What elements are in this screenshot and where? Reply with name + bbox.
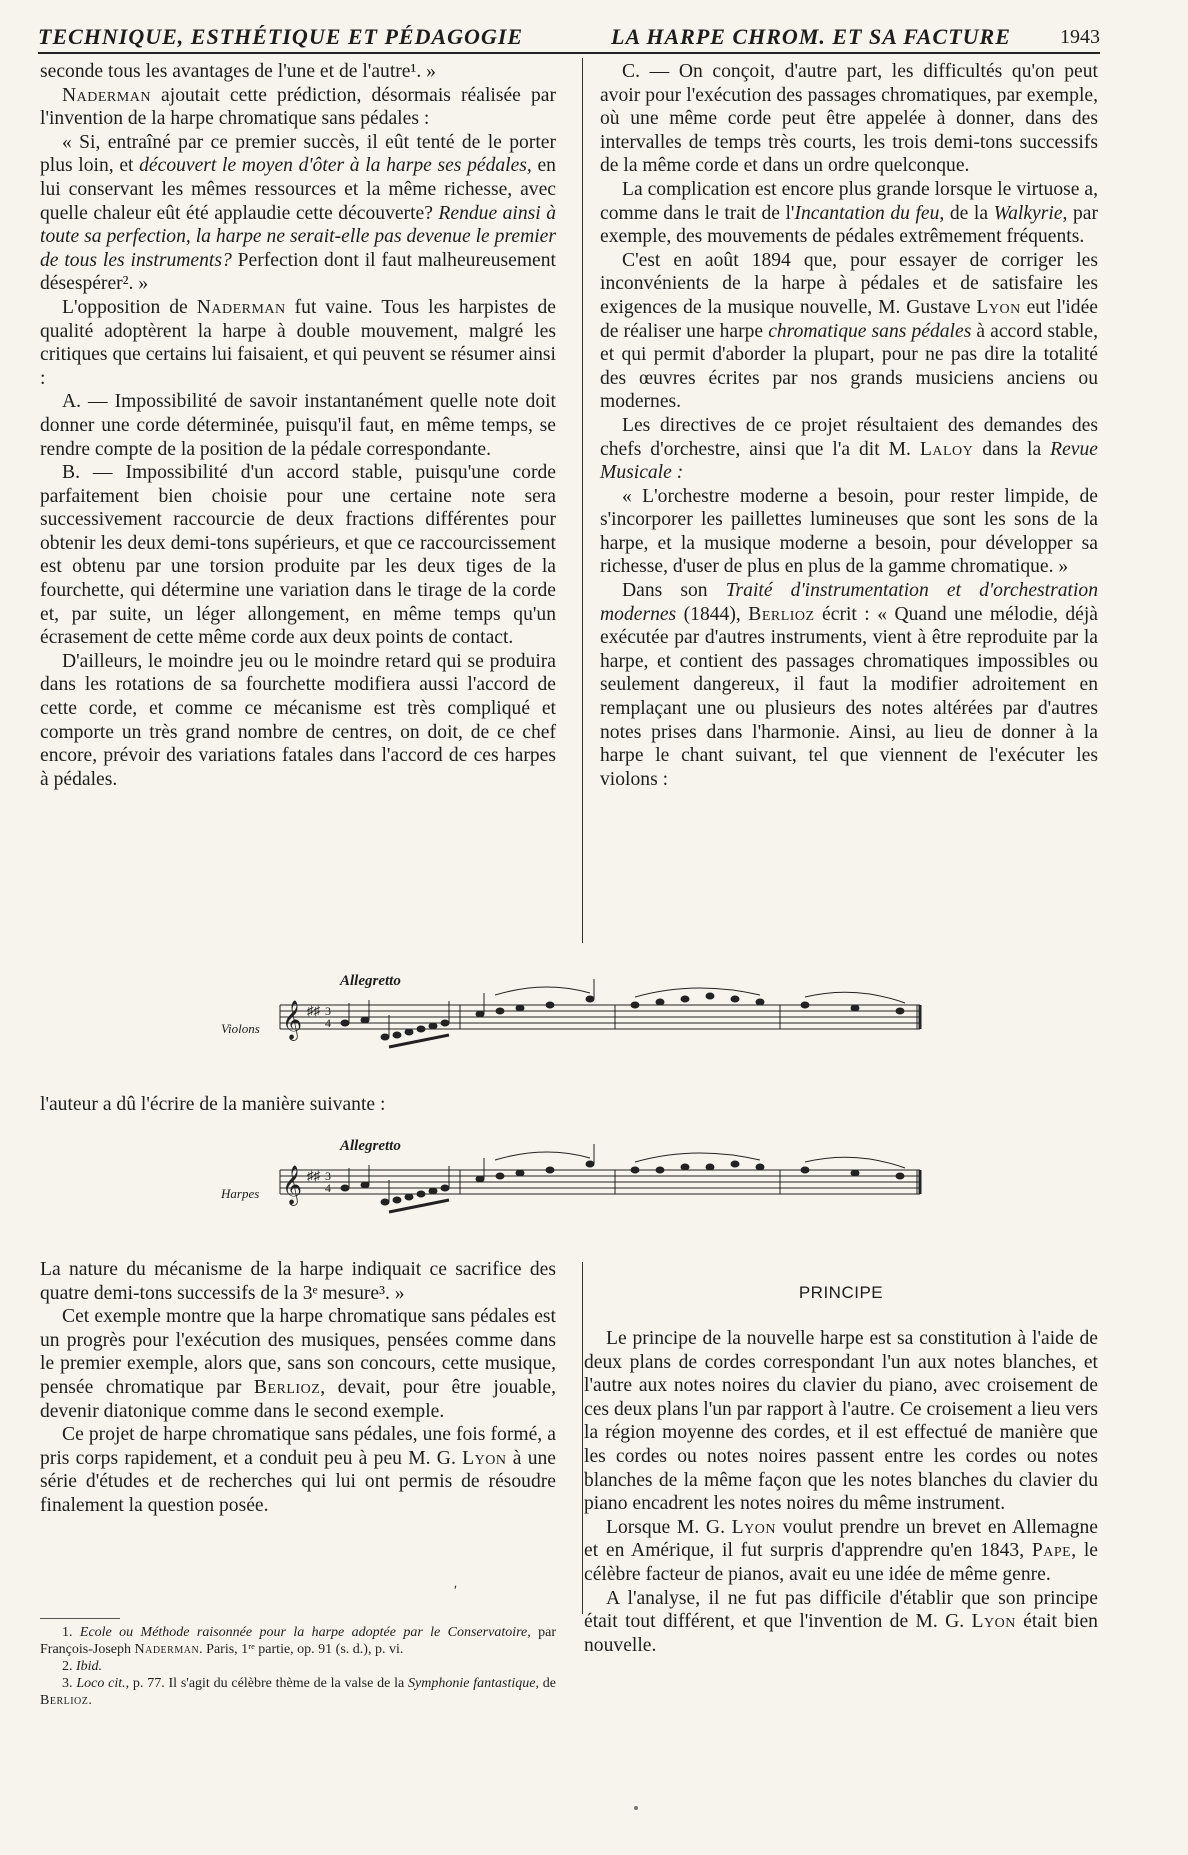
page-number: 1943 [1060, 26, 1100, 48]
paragraph: Lorsque M. G. Lyon voulut prendre un brevet en Allemagne et en Amérique, il fut surpris d'apprendre qu'en 1843, Pape, le célèbre facteur de pianos, avait eu une idée de même genre. [584, 1516, 1099, 1585]
paragraph: Naderman ajoutait cette prédiction, désormais réalisée par l'invention de la harpe chromatique sans pédales : [40, 84, 556, 130]
transition-text: l'auteur a dû l'écrire de la manière suivante : [40, 1094, 386, 1115]
instrument-label: Harpes [221, 1186, 260, 1201]
footnote-rule [40, 1618, 120, 1619]
svg-text:♯♯: ♯♯ [307, 1168, 320, 1183]
instrument-label: Violons [221, 1021, 260, 1036]
paragraph: A l'analyse, il ne fut pas difficile d'établir que son principe était tout différent, et que l'invention de M. G. Lyon était bien nouvelle. [584, 1587, 1098, 1656]
header-left-title: TECHNIQUE, ESTHÉTIQUE ET PÉDAGOGIE [38, 24, 524, 49]
right-column-top [600, 60, 1098, 791]
svg-text:4: 4 [325, 1181, 331, 1195]
left-column-top [40, 60, 556, 791]
svg-text:3: 3 [325, 1169, 331, 1183]
column-divider-bottom [582, 1262, 583, 1614]
paragraph: La complication est encore plus grande lorsque le virtuose a, comme dans le trait de l'Incantation du feu, de la Walkyrie, par exemple, des mouvements de pédales extrêmement fréquents. [600, 178, 1098, 248]
paragraph: C'est en août 1894 que, pour essayer de corriger les inconvénients de la harpe à pédales et de satisfaire les exigences de la musique nouvelle, M. Gustave Lyon eut l'idée de réaliser une harpe chromatique sans pédales à accord stable, et qui permit d'aborder la plupart, pour ne pas dire la totalité des œuvres écrites par nos grands musiciens anciens ou modernes. [600, 249, 1099, 413]
music-example-violins [215, 975, 935, 1050]
svg-text:3: 3 [325, 1004, 331, 1018]
paragraph: D'ailleurs, le moindre jeu ou le moindre retard qui se produira dans les rotations de sa fourchette modifiera aussi l'accord de cette corde, et comme ce mécanisme est très compliqué et comporte un très grand nombre de centres, on doit, de ce chef encore, prévoir des variations fatales dans l'accord de ces harpes à pédales. [40, 650, 556, 790]
stray-mark: ʹ [454, 1584, 458, 1599]
paragraph: Les directives de ce projet résultaient des demandes des chefs d'orchestre, ainsi que l'a dit M. Laloy dans la Revue Musicale : [600, 414, 1098, 484]
music-example-harps [215, 1140, 935, 1215]
svg-text:4: 4 [325, 1016, 331, 1030]
paragraph: B. — Impossibilité d'un accord stable, puisqu'une corde parfaitement bien choisie pour une certaine note sera successivement raccourcie de deux fractions différentes pour obtenir les deux demi-tons supérieurs, et que ce raccourcissement est obtenu par une torsion produite par les deux tiges de la fourchette, qui détermine une variation dans le tirage de la corde et, par suite, un léger allongement, en même temps qu'un écrasement de cette même corde aux deux points de contact. [40, 462, 556, 649]
footnotes [40, 1624, 556, 1709]
running-header [38, 24, 1100, 54]
stray-dot [634, 1806, 638, 1810]
section-heading: PRINCIPE [798, 1283, 884, 1302]
quote-paragraph: « Si, entraîné par ce premier succès, il eût tenté de le porter plus loin, et découvert le moyen d'ôter à la harpe ses pédales, en lui conservant les mêmes ressources et la même richesse, avec quelle chaleur eût été applaudie cette découverte? Rendue ainsi à toute sa perfection, la harpe ne serait-elle pas devenue le premier de tous les instruments? Perfection dont il faut malheureusement désespérer². » [40, 131, 557, 295]
paragraph: seconde tous les avantages de l'une et de l'autre¹. » [40, 61, 436, 82]
paragraph: Dans son Traité d'instrumentation et d'orchestration modernes (1844), Berlioz écrit : « Quand une mélodie, déjà exécutée par d'autres instruments, vient à être reproduite par la harpe, et contient des passages chromatiques impossibles ou seulement dangereux, il faut la modifier adroitement en remplaçant une ou plusieurs des notes altérées par d'autres notes prises dans l'harmonie. Ainsi, au lieu de donner à la harpe le chant suivant, tel que viennent de l'exécuter les violons : [600, 580, 1099, 790]
paragraph: Cet exemple montre que la harpe chromatique sans pédales est un progrès pour l'exécution des musiques, pensées comme dans le premier exemple, alors que, sans son concours, cette musique, pensée chromatique par Berlioz, devait, pour être jouable, devenir diatonique comme dans le second exemple. [40, 1306, 556, 1422]
header-rule [38, 52, 1100, 54]
tempo-marking: Allegretto [340, 1138, 401, 1154]
footnote: 3. Loco cit., p. 77. Il s'agit du célèbre thème de la valse de la Symphonie fantastique, de Berlioz. [40, 1676, 557, 1708]
tempo-marking: Allegretto [340, 973, 401, 989]
paragraph: Le principe de la nouvelle harpe est sa constitution à l'aide de deux plans de cordes correspondant l'un aux notes blanches, et l'autre aux notes noires du clavier du piano, avec croisement de ces deux plans l'un par rapport à l'autre. Ce croisement a lieu vers la région moyenne des cordes, et il est effectué de manière que les cordes ou notes noires passent entre les cordes ou notes blanches de la même façon que les notes blanches du clavier du piano encadrent les notes noires du même instrument. [584, 1328, 1098, 1515]
footnote: 2. Ibid. [62, 1659, 103, 1674]
quote-paragraph: « L'orchestre moderne a besoin, pour rester limpide, de s'incorporer les paillettes lumineuses que sont les sons de la harpe, et la musique moderne a besoin, pour développer sa richesse, d'user de plus en plus de la gamme chromatique. » [600, 485, 1098, 578]
music-staff [215, 975, 935, 1050]
paragraph: C. — On conçoit, d'autre part, les difficultés qu'on peut avoir pour l'exécution des passages chromatiques, par exemple, où une même corde peut être appelée à donner, dans des intervalles de temps très courts, les trois demi-tons successifs de la même corde et dans un ordre quelconque. [600, 61, 1098, 177]
right-column-bottom [584, 1327, 1098, 1657]
column-divider-top [582, 58, 583, 943]
left-column-bottom [40, 1258, 556, 1518]
music-staff [215, 1140, 935, 1215]
svg-text:♯♯: ♯♯ [307, 1003, 320, 1018]
svg-text:𝄞: 𝄞 [282, 1167, 303, 1204]
paragraph: La nature du mécanisme de la harpe indiquait ce sacrifice des quatre demi-tons successifs de la 3ᵉ mesure³. » [40, 1259, 556, 1304]
svg-text:𝄞: 𝄞 [282, 1002, 303, 1039]
paragraph: A. — Impossibilité de savoir instantanément quelle note doit donner une corde déterminée, puisqu'il faut, en même temps, se rendre compte de la position de la pédale correspondante. [40, 391, 556, 460]
footnote: 1. Ecole ou Méthode raisonnée pour la harpe adoptée par le Conservatoire, par François-Joseph Naderman. Paris, 1ʳᵉ partie, op. 91 (s. d.), p. vi. [40, 1625, 556, 1657]
paragraph: Ce projet de harpe chromatique sans pédales, une fois formé, a pris corps rapidement, et a conduit peu à peu M. G. Lyon à une série d'études et de recherches qui lui ont permis de résoudre finalement la question posée. [40, 1424, 556, 1516]
paragraph: L'opposition de Naderman fut vaine. Tous les harpistes de qualité adoptèrent la harpe à double mouvement, malgré les critiques que certains lui faisaient, et qui peuvent se résumer ainsi : [40, 296, 557, 389]
header-right-title: LA HARPE CHROM. ET SA FACTURE [611, 24, 1011, 49]
